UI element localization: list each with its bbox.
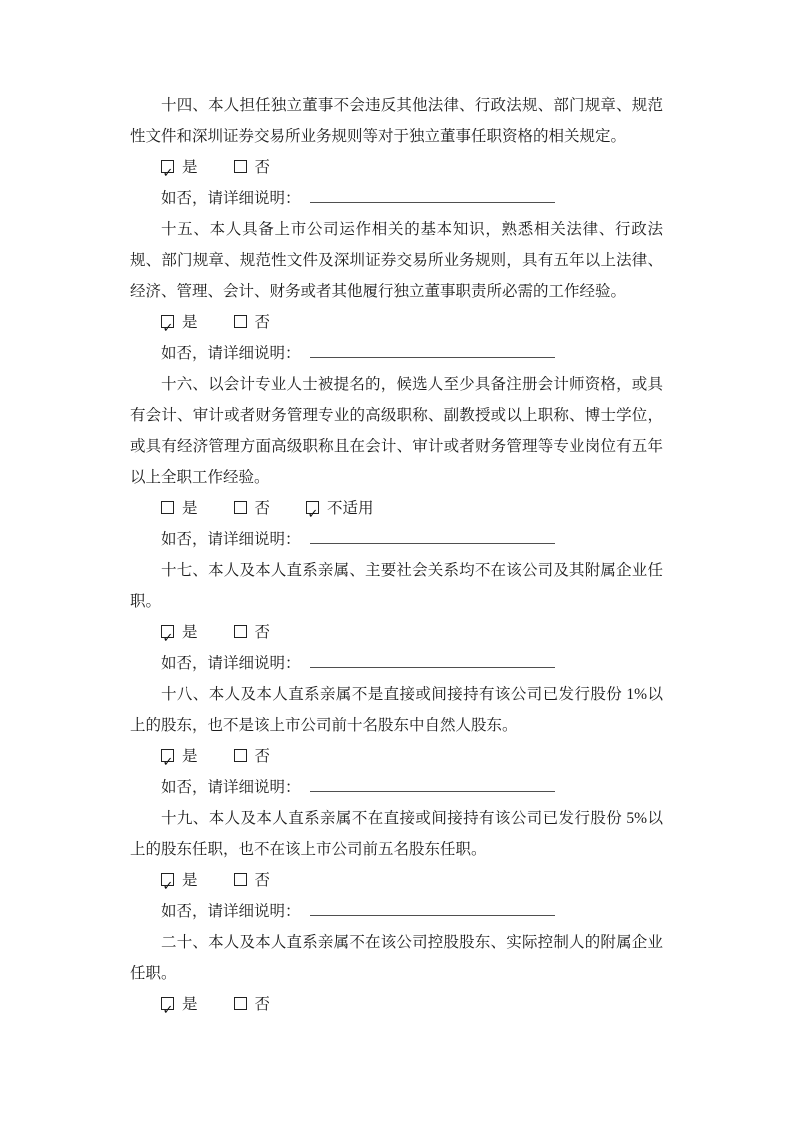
detail-line [130,896,663,927]
option-label: 否 [254,500,271,517]
detail-line [130,183,663,214]
answer-row [130,493,663,524]
declaration-item-15 [130,214,663,369]
option-label: 是 [182,996,198,1013]
checkbox-icon[interactable] [161,501,174,514]
option-yes[interactable] [161,996,198,1013]
option-yes[interactable] [161,314,198,331]
declaration-item-18 [130,679,663,803]
checkbox-icon[interactable] [161,749,174,762]
answer-row [130,989,663,1020]
checkbox-icon[interactable] [234,873,247,886]
detail-line [130,772,663,803]
option-label: 不适用 [327,500,374,517]
checkbox-icon[interactable] [234,625,247,638]
answer-row [130,152,663,183]
checkbox-icon[interactable] [234,749,247,762]
item-text: 十六、以会计专业人士被提名的，候选人至少具备注册会计师资格，或具有会计、审计或者财务管理专业的高级职称、副教授或以上职称、博士学位，或具有经济管理方面高级职称且在会计、审计或者财务管理等专业岗位有五年以上全职工作经验。 [130,376,663,486]
option-no[interactable] [234,748,271,765]
option-label: 否 [254,748,271,765]
option-yes[interactable] [161,159,198,176]
option-label: 是 [182,872,198,889]
option-no[interactable] [234,159,271,176]
option-label: 是 [182,500,198,517]
checkbox-icon[interactable] [234,315,247,328]
declaration-item-16 [130,369,663,555]
declaration-item-20 [130,927,663,1020]
option-yes[interactable] [161,748,198,765]
detail-label: 如否，请详细说明： [161,531,301,548]
detail-blank-input[interactable] [310,900,555,916]
option-no[interactable] [234,314,271,331]
checkbox-icon[interactable] [161,873,174,886]
option-yes[interactable] [161,624,198,641]
option-no[interactable] [234,872,271,889]
option-no[interactable] [234,624,271,641]
detail-line [130,338,663,369]
option-label: 否 [254,872,271,889]
option-yes[interactable] [161,500,198,517]
option-no[interactable] [234,500,271,517]
option-label: 是 [182,314,198,331]
detail-label: 如否，请详细说明： [161,779,301,796]
answer-row [130,741,663,772]
answer-row [130,617,663,648]
option-label: 否 [254,314,271,331]
answer-row [130,307,663,338]
detail-blank-input[interactable] [310,528,555,544]
detail-label: 如否，请详细说明： [161,190,301,207]
option-label: 是 [182,159,198,176]
detail-blank-input[interactable] [310,187,555,203]
option-no[interactable] [234,996,271,1013]
item-text: 十九、本人及本人直系亲属不在直接或间接持有该公司已发行股份 5%以上的股东任职，也不在该上市公司前五名股东任职。 [130,810,663,858]
option-label: 是 [182,624,198,641]
item-text: 二十、本人及本人直系亲属不在该公司控股股东、实际控制人的附属企业任职。 [130,934,663,982]
option-label: 否 [254,996,271,1013]
declaration-item-19 [130,803,663,927]
checkbox-icon[interactable] [161,315,174,328]
checkbox-icon[interactable] [306,501,319,514]
item-text: 十八、本人及本人直系亲属不是直接或间接持有该公司已发行股份 1%以上的股东，也不是该上市公司前十名股东中自然人股东。 [130,686,663,734]
option-yes[interactable] [161,872,198,889]
declaration-item-17 [130,555,663,679]
checkbox-icon[interactable] [161,160,174,173]
checkbox-icon[interactable] [234,501,247,514]
item-text: 十四、本人担任独立董事不会违反其他法律、行政法规、部门规章、规范性文件和深圳证券交易所业务规则等对于独立董事任职资格的相关规定。 [130,97,663,145]
option-label: 否 [254,159,271,176]
detail-label: 如否，请详细说明： [161,903,301,920]
checkbox-icon[interactable] [161,997,174,1010]
item-text: 十七、本人及本人直系亲属、主要社会关系均不在该公司及其附属企业任职。 [130,562,663,610]
option-not-applicable[interactable] [306,500,374,517]
option-label: 是 [182,748,198,765]
declaration-item-14 [130,90,663,214]
detail-label: 如否，请详细说明： [161,345,301,362]
item-text: 十五、本人具备上市公司运作相关的基本知识，熟悉相关法律、行政法规、部门规章、规范性文件及深圳证券交易所业务规则，具有五年以上法律、经济、管理、会计、财务或者其他履行独立董事职责所必需的工作经验。 [130,221,663,300]
detail-blank-input[interactable] [310,776,555,792]
checkbox-icon[interactable] [234,997,247,1010]
detail-line [130,524,663,555]
detail-blank-input[interactable] [310,342,555,358]
detail-label: 如否，请详细说明： [161,655,301,672]
detail-line [130,648,663,679]
checkbox-icon[interactable] [234,160,247,173]
option-label: 否 [254,624,271,641]
detail-blank-input[interactable] [310,652,555,668]
answer-row [130,865,663,896]
checkbox-icon[interactable] [161,625,174,638]
